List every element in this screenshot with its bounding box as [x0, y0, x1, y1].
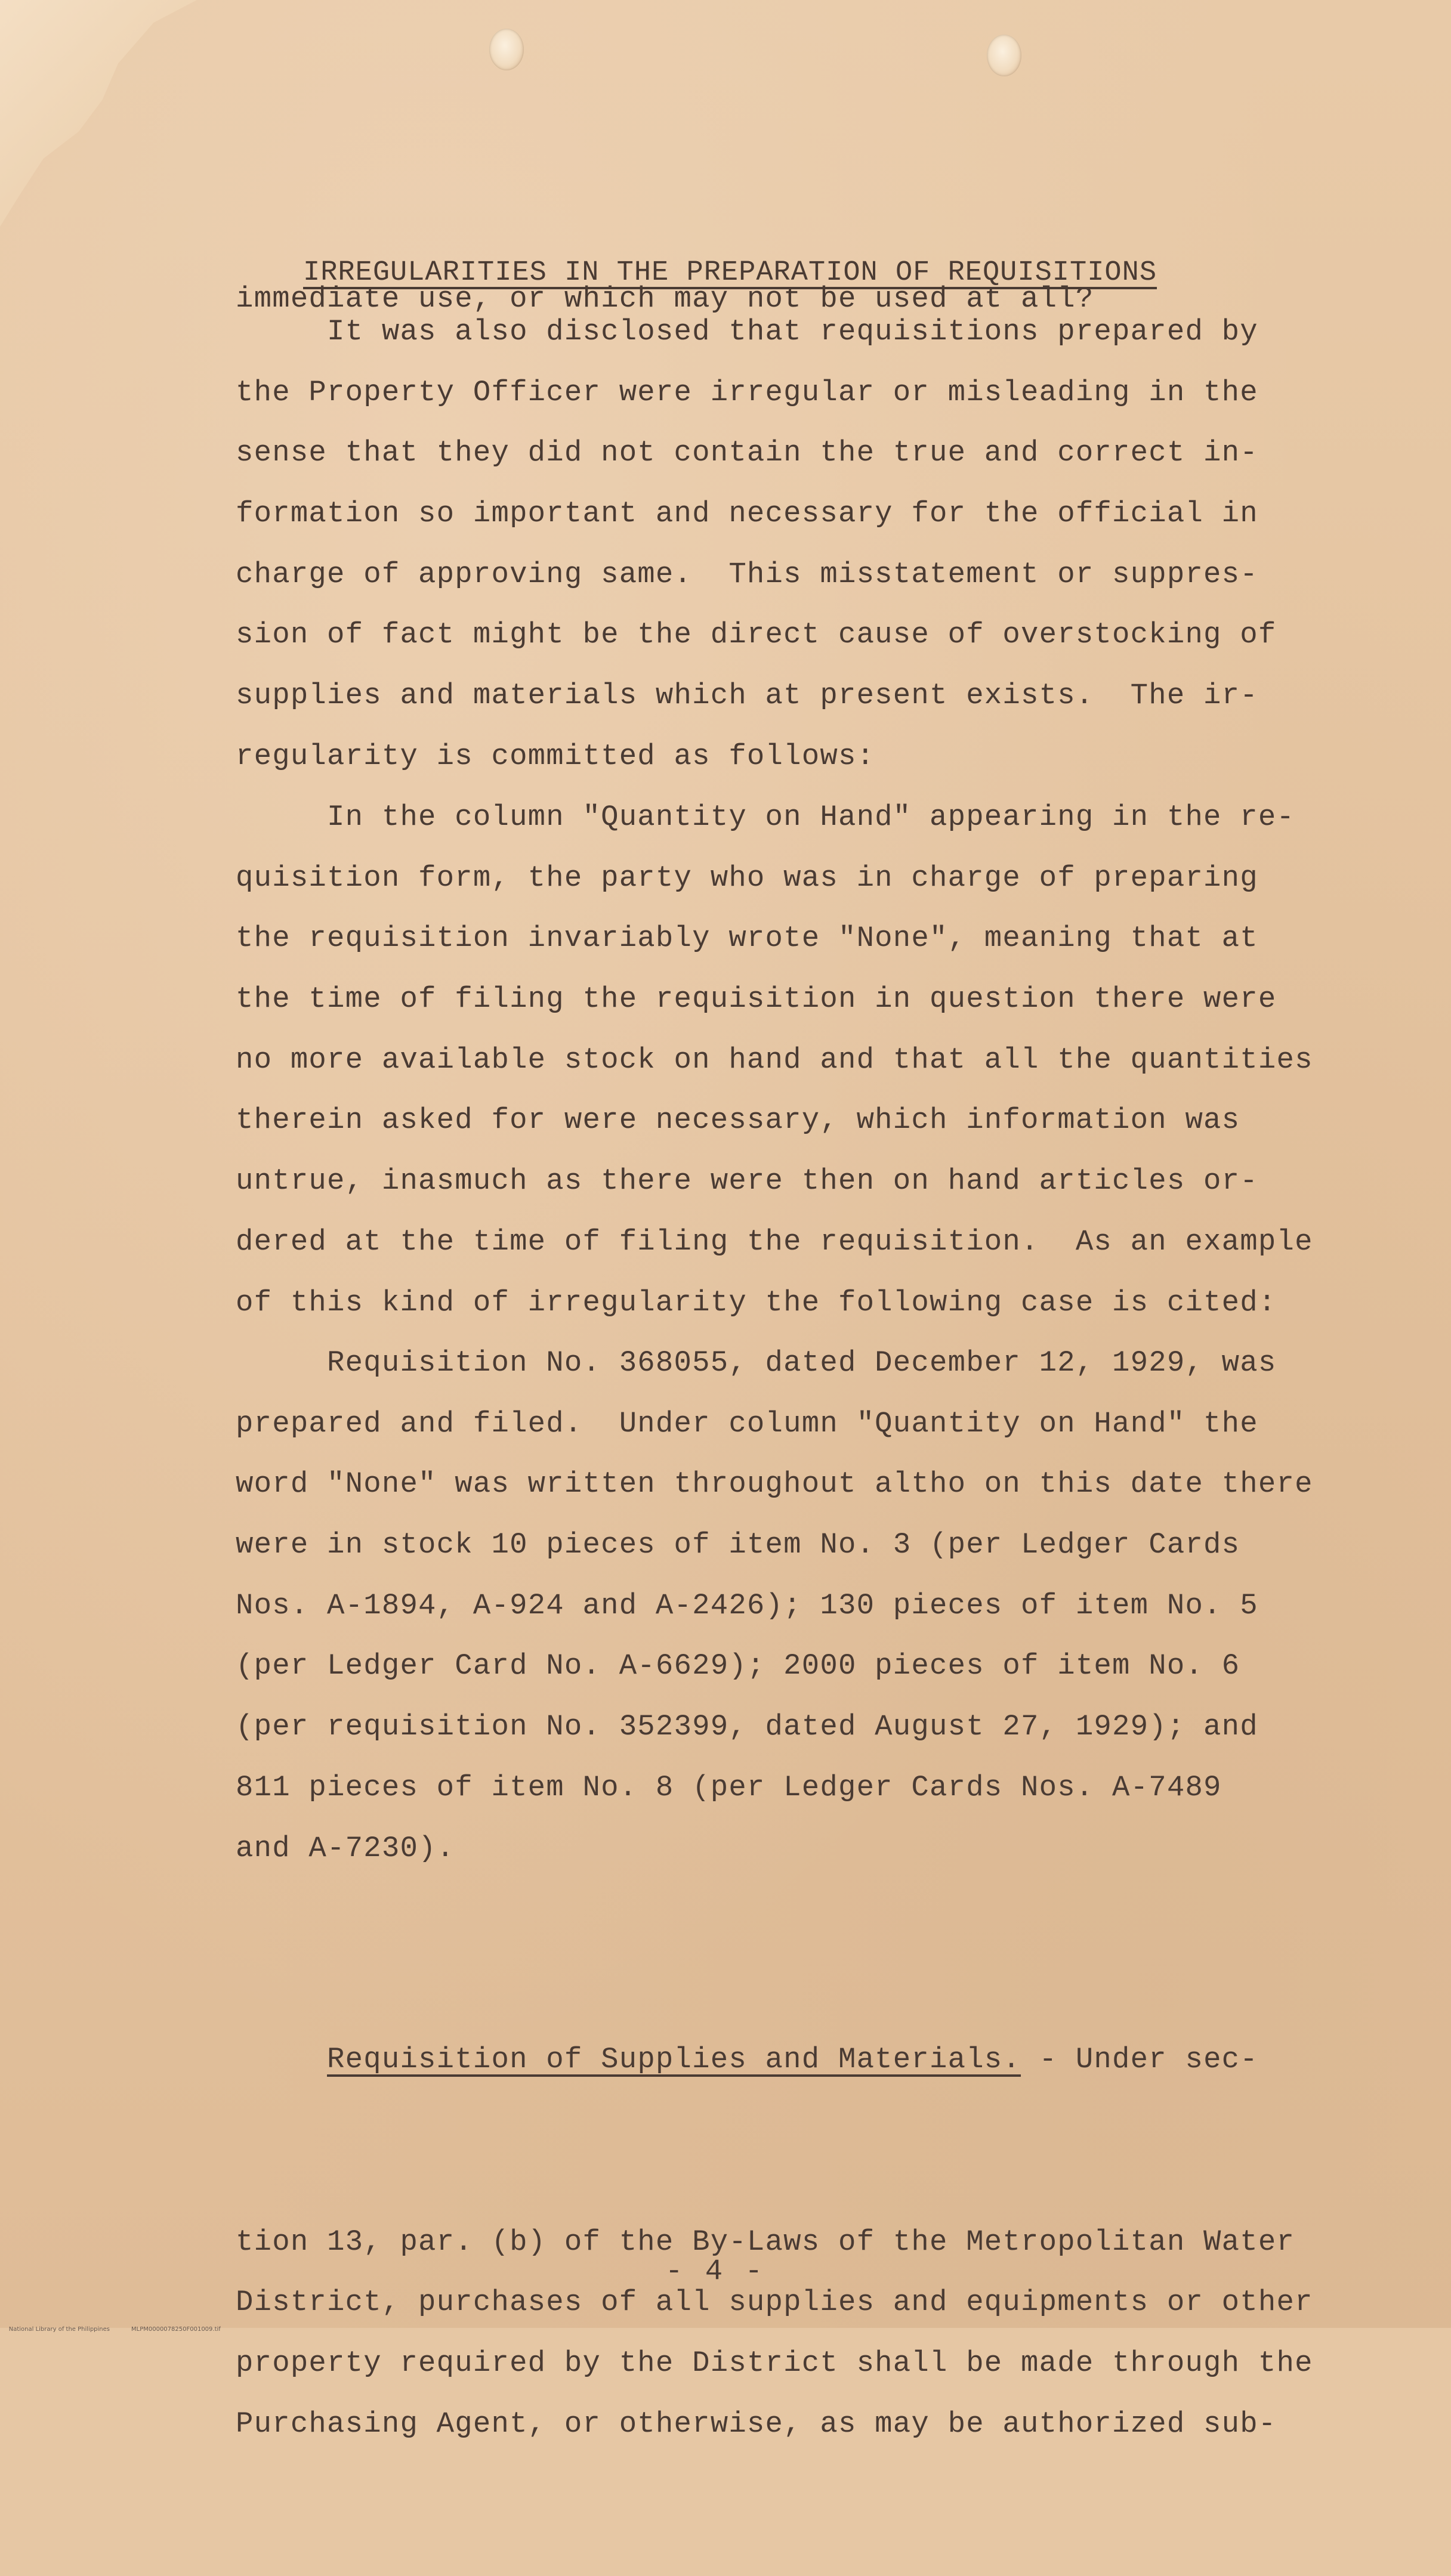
text-line: quisition form, the party who was in charge of preparing — [236, 861, 1258, 895]
archive-footer — [1, 2319, 242, 2340]
text-line: prepared and filed. Under column "Quantity on Hand" the — [236, 1406, 1258, 1440]
text-line: and A-7230). — [236, 1831, 455, 1865]
text-line: untrue, inasmuch as there were then on hand articles or- — [236, 1164, 1258, 1198]
text-line: word "None" was written throughout altho on this date there — [236, 1467, 1313, 1501]
paragraph-4 — [236, 1909, 1313, 2576]
text-line: It was also disclosed that requisitions prepared by — [236, 315, 1258, 348]
text-line: were in stock 10 pieces of item No. 3 (per Ledger Cards — [236, 1528, 1240, 1562]
punch-hole-right — [987, 35, 1021, 76]
text-line: the requisition invariably wrote "None", meaning that at — [236, 921, 1258, 955]
text-line: charge of approving same. This misstatement or suppres- — [236, 557, 1258, 591]
text-line: the Property Officer were irregular or misleading in the — [236, 375, 1258, 409]
text-line — [236, 2030, 1304, 2091]
punch-hole-left — [489, 29, 524, 70]
subsection-title: Requisition of Supplies and Materials. — [327, 2043, 1021, 2077]
text-line: (per requisition No. 352399, dated August 27, 1929); and — [236, 1710, 1258, 1744]
torn-corner — [0, 0, 197, 227]
paragraph-1 — [236, 302, 1304, 787]
text-line: no more available stock on hand and that all the quantities — [236, 1043, 1313, 1077]
text-line: In the column "Quantity on Hand" appearing in the re- — [236, 800, 1295, 834]
text-line: dered at the time of filing the requisition. As an example — [236, 1224, 1313, 1258]
text-line: of this kind of irregularity the following case is cited: — [236, 1285, 1277, 1319]
text-line: District, purchases of all supplies and equipments or other — [236, 2286, 1313, 2320]
text-line: 811 pieces of item No. 8 (per Ledger Cards Nos. A-7489 — [236, 1770, 1222, 1804]
text-line: sense that they did not contain the true and correct in- — [236, 436, 1258, 470]
paragraph-2 — [236, 787, 1313, 1333]
section-heading: IRREGULARITIES IN THE PREPARATION OF REQUISITIONS — [303, 257, 1157, 289]
library-credit: National Library of the Philippines — [8, 2326, 110, 2333]
paragraph-4-lines — [236, 2212, 1313, 2455]
text-line: property required by the District shall be made through the — [236, 2346, 1313, 2380]
text-line: sion of fact might be the direct cause of overstocking of — [236, 618, 1277, 652]
text-line: (per Ledger Card No. A-6629); 2000 pieces of item No. 6 — [236, 1649, 1240, 1683]
text-line: supplies and materials which at present exists. The ir- — [236, 679, 1258, 713]
page-number: - 4 - — [665, 2255, 765, 2288]
text-line: formation so important and necessary for the official in — [236, 497, 1258, 531]
text-line: Requisition No. 368055, dated December 12, 1929, was — [236, 1346, 1277, 1380]
indent — [236, 2043, 327, 2076]
text-line: therein asked for were necessary, which information was — [236, 1103, 1240, 1137]
text-line: immediate use, or which may not be used at all? — [236, 282, 1094, 316]
text-fragment: - Under sec- — [1021, 2043, 1258, 2077]
file-id: MLPM0000078250F001009.tif — [131, 2326, 221, 2333]
text-line: regularity is committed as follows: — [236, 739, 875, 773]
paragraph-3 — [236, 1333, 1313, 1879]
text-line: Purchasing Agent, or otherwise, as may be authorized sub- — [236, 2407, 1277, 2441]
text-line: tion 13, par. (b) of the By-Laws of the Metropolitan Water — [236, 2225, 1295, 2259]
text-line: the time of filing the requisition in question there were — [236, 982, 1277, 1016]
text-line: Nos. A-1894, A-924 and A-2426); 130 pieces of item No. 5 — [236, 1588, 1258, 1622]
